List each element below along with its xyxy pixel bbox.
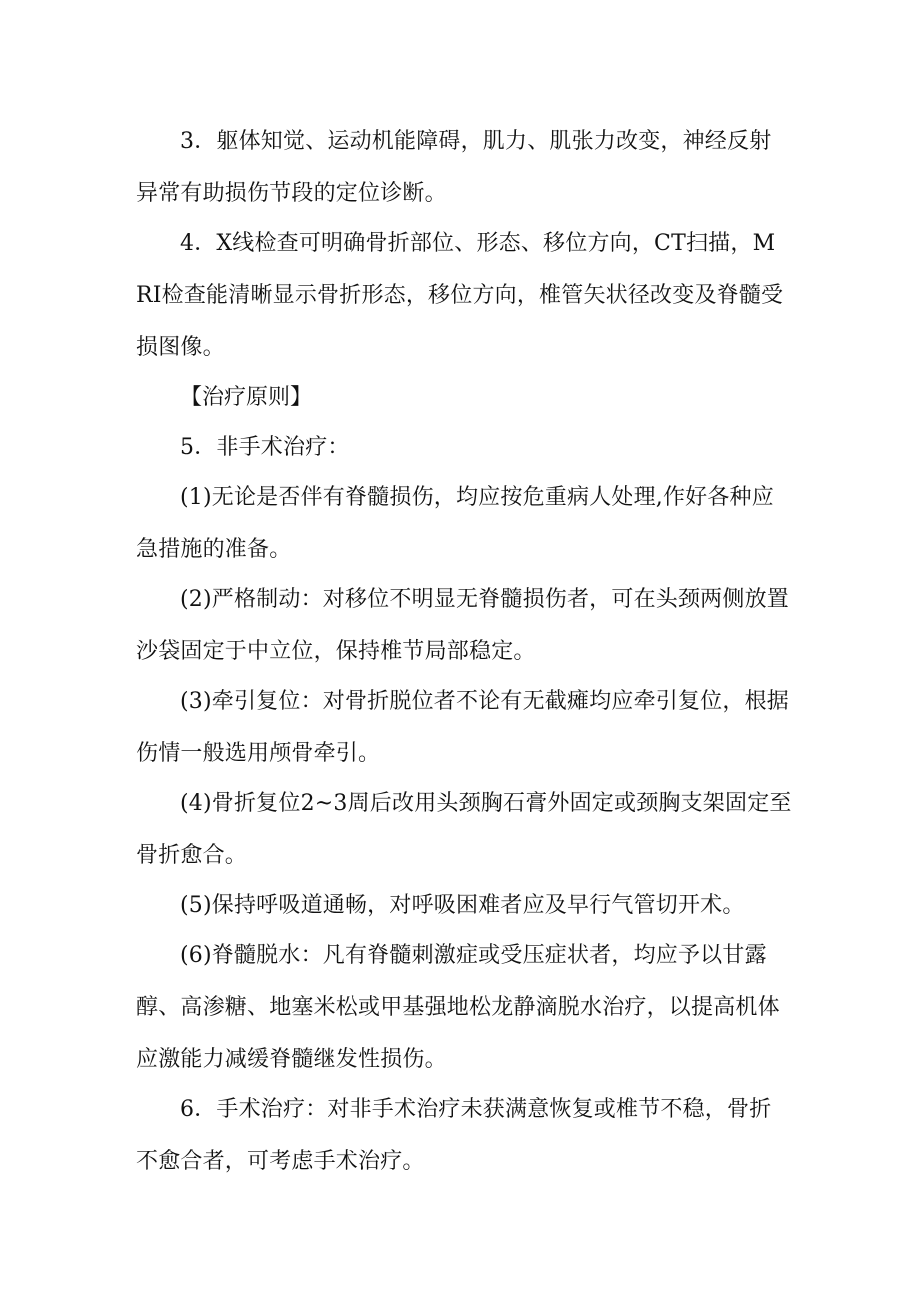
- paragraph-3: 3．躯体知觉、运动机能障碍，肌力、肌张力改变，神经反射异常有助损伤节段的定位诊断。: [136, 129, 772, 206]
- paragraph-5-2: (2)严格制动：对移位不明显无脊髓损伤者，可在头颈两侧放置沙袋固定于中立位，保持椎节局部稳定。: [136, 587, 789, 664]
- paragraph-6: 6．手术治疗：对非手术治疗未获满意恢复或椎节不稳，骨折不愈合者，可考虑手术治疗。: [136, 1097, 772, 1174]
- paragraph-5-3: (3)牵引复位：对骨折脱位者不论有无截瘫均应牵引复位，根据伤情一般选用颅骨牵引。: [136, 689, 789, 766]
- section-heading-treatment: 【治疗原则】: [180, 385, 313, 410]
- paragraph-5-6: (6)脊髓脱水：凡有脊髓刺激症或受压症状者，均应予以甘露醇、高渗糖、地塞米松或甲基强地松龙静滴脱水治疗，以提高机体应激能力减缓脊髓继发性损伤。: [136, 943, 780, 1072]
- paragraph-4: 4．X线检查可明确骨折部位、形态、移位方向，CT扫描，MRI检查能清晰显示骨折形态，移位方向，椎管矢状径改变及脊髓受损图像。: [136, 231, 784, 360]
- paragraph-5: 5．非手术治疗：: [180, 435, 350, 460]
- paragraph-5-1: (1)无论是否伴有脊髓损伤，均应按危重病人处理,作好各种应急措施的准备。: [136, 485, 774, 562]
- paragraph-5-4: (4)骨折复位2~3周后改用头颈胸石膏外固定或颈胸支架固定至骨折愈合。: [136, 791, 792, 868]
- paragraph-5-5: (5)保持呼吸道通畅，对呼吸困难者应及早行气管切开术。: [180, 893, 745, 918]
